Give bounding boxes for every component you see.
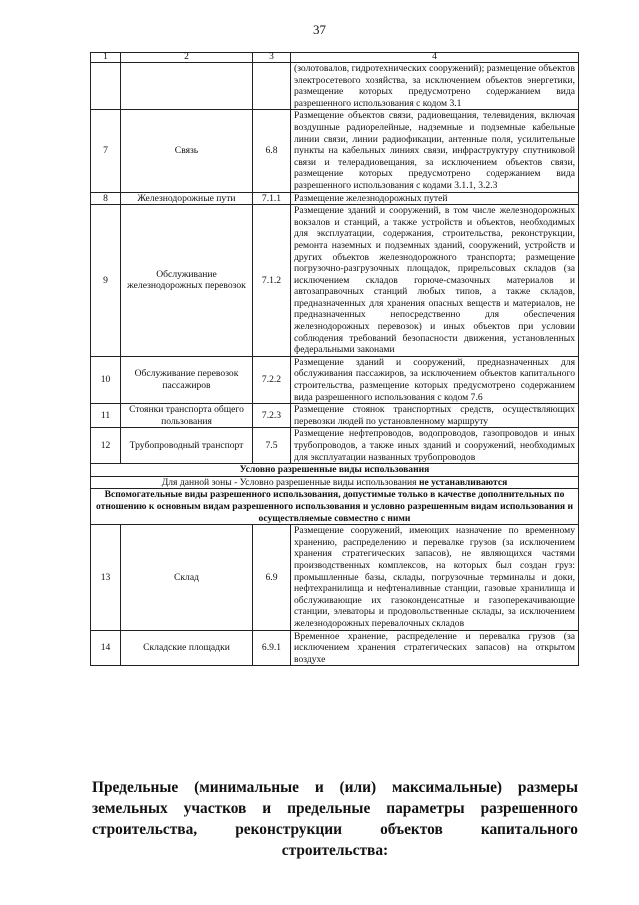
table-row bbox=[91, 525, 579, 630]
use-type-description: Размещение объектов связи, радиовещания, телевидения, включая воздушные радиорелейные, надземные и подземные кабельные линии связи, линии радиофикации, антенные поля, усилительные пункты на кабельных линиях связи, инфраструктуру спутниковой связи и телерадиовещания, за исключением объектов связи, размещение которых предусмотрено содержанием вида разрешенного использования с кодами 3.1.1, 3.2.3 bbox=[291, 110, 579, 192]
header-cell: 1 bbox=[91, 53, 121, 63]
use-type-name: Складские площадки bbox=[121, 630, 253, 666]
use-type-description: Размещение нефтепроводов, водопроводов, газопроводов и иных трубопроводов, а также иных зданий и сооружений, необходимых для эксплуатации названных трубопроводов bbox=[291, 428, 579, 464]
use-type-code: 7.1.2 bbox=[253, 205, 291, 357]
use-type-code: 7.5 bbox=[253, 428, 291, 464]
row-number: 10 bbox=[91, 356, 121, 403]
row-number: 8 bbox=[91, 192, 121, 205]
row-number: 11 bbox=[91, 404, 121, 428]
conditional-note-emphasis: не устанавливаются bbox=[418, 476, 508, 488]
auxiliary-uses-heading: Вспомогательные виды разрешенного использования, допустимые только в качестве дополнительных по отношению к основным видам разрешенного использования и условно разрешенным видам использования и осуществляемые совместно с ними bbox=[91, 489, 579, 525]
section-heading-row bbox=[91, 489, 579, 525]
row-number: 12 bbox=[91, 428, 121, 464]
header-cell: 3 bbox=[253, 53, 291, 63]
table-row bbox=[91, 356, 579, 403]
conditional-uses-note bbox=[91, 476, 579, 489]
limits-section-heading: Предельные (минимальные и (или) максимальные) размеры земельных участков и предельные параметры разрешенного строительства, реконструкции объектов капитального строительства: bbox=[92, 779, 578, 859]
table-row bbox=[91, 63, 579, 110]
use-type-code: 7.2.2 bbox=[253, 356, 291, 403]
use-type-name: Связь bbox=[121, 110, 253, 192]
use-type-description: Размещение зданий и сооружений, в том числе железнодорожных вокзалов и станций, а также устройств и объектов, необходимых для эксплуатации, содержания, строительства, реконструкции, ремонта наземных и подземных зданий, сооружений, устройств и других объектов железнодорожного транспорта; размещение погрузочно-разгрузочных площадок, прирельсовых складов (за исключением складов горюче-смазочных материалов и автозаправочных станций любых типов, а также складов, предназначенных для хранения опасных веществ и материалов, не предназначенных непосредственно для обеспечения железнодорожных перевозок) и иных объектов при условии соблюдения требований безопасности движения, установленных федеральными законами bbox=[291, 205, 579, 357]
table-row bbox=[91, 205, 579, 357]
use-type-name: Склад bbox=[121, 525, 253, 630]
conditional-note-prefix: Для данной зоны - Условно разрешенные виды использования bbox=[161, 476, 417, 488]
continuation-text: (золотовалов, гидротехнических сооружений); размещение объектов электросетевого хозяйства, за исключением объектов энергетики, размещение которых предусмотрено содержанием вида разрешенного использования с кодом 3.1 bbox=[291, 63, 579, 110]
use-type-name: Стоянки транспорта общего пользования bbox=[121, 404, 253, 428]
section-heading-row bbox=[91, 464, 579, 477]
use-type-code: 6.9.1 bbox=[253, 630, 291, 666]
use-type-name: Железнодорожные пути bbox=[121, 192, 253, 205]
use-type-code: 6.9 bbox=[253, 525, 291, 630]
use-type-code: 7.1.1 bbox=[253, 192, 291, 205]
row-number: 9 bbox=[91, 205, 121, 357]
row-number: 7 bbox=[91, 110, 121, 192]
table-row bbox=[91, 192, 579, 205]
row-number: 13 bbox=[91, 525, 121, 630]
use-type-description: Размещение зданий и сооружений, предназначенных для обслуживания пассажиров, за исключением объектов капитального строительства, размещение которых предусмотрено содержанием вида разрешенного использования с кодом 7.6 bbox=[291, 356, 579, 403]
table-row bbox=[91, 110, 579, 192]
use-type-name: Обслуживание железнодорожных перевозок bbox=[121, 205, 253, 357]
use-type-name: Трубопроводный транспорт bbox=[121, 428, 253, 464]
row-number: 14 bbox=[91, 630, 121, 666]
table-row bbox=[91, 404, 579, 428]
table-row bbox=[91, 428, 579, 464]
use-type-description: Размещение сооружений, имеющих назначение по временному хранению, распределению и перевалке грузов (за исключением хранения стратегических запасов), не являющихся частями производственных комплексов, на которых был создан груз: промышленные базы, склады, погрузочные терминалы и доки, нефтехранилища и нефтеналивные станции, газовые хранилища и обслуживающие их газоконденсатные и газоперекачивающие станции, элеваторы и продовольственные склады, за исключением железнодорожных перевалочных складов bbox=[291, 525, 579, 630]
conditional-uses-heading: Условно разрешенные виды использования bbox=[91, 464, 579, 477]
use-type-code: 6.8 bbox=[253, 110, 291, 192]
land-use-table bbox=[90, 52, 579, 666]
use-type-description: Временное хранение, распределение и перевалка грузов (за исключением хранения стратегических запасов) на открытом воздухе bbox=[291, 630, 579, 666]
page-number: 37 bbox=[313, 22, 326, 37]
table-row bbox=[91, 630, 579, 666]
use-type-name: Обслуживание перевозок пассажиров bbox=[121, 356, 253, 403]
use-type-description: Размещение стоянок транспортных средств, осуществляющих перевозки людей по установленному маршруту bbox=[291, 404, 579, 428]
section-note-row bbox=[91, 476, 579, 489]
use-type-code: 7.2.3 bbox=[253, 404, 291, 428]
use-type-description: Размещение железнодорожных путей bbox=[291, 192, 579, 205]
header-cell: 2 bbox=[121, 53, 253, 63]
table-header-row bbox=[91, 53, 579, 63]
header-cell: 4 bbox=[291, 53, 579, 63]
